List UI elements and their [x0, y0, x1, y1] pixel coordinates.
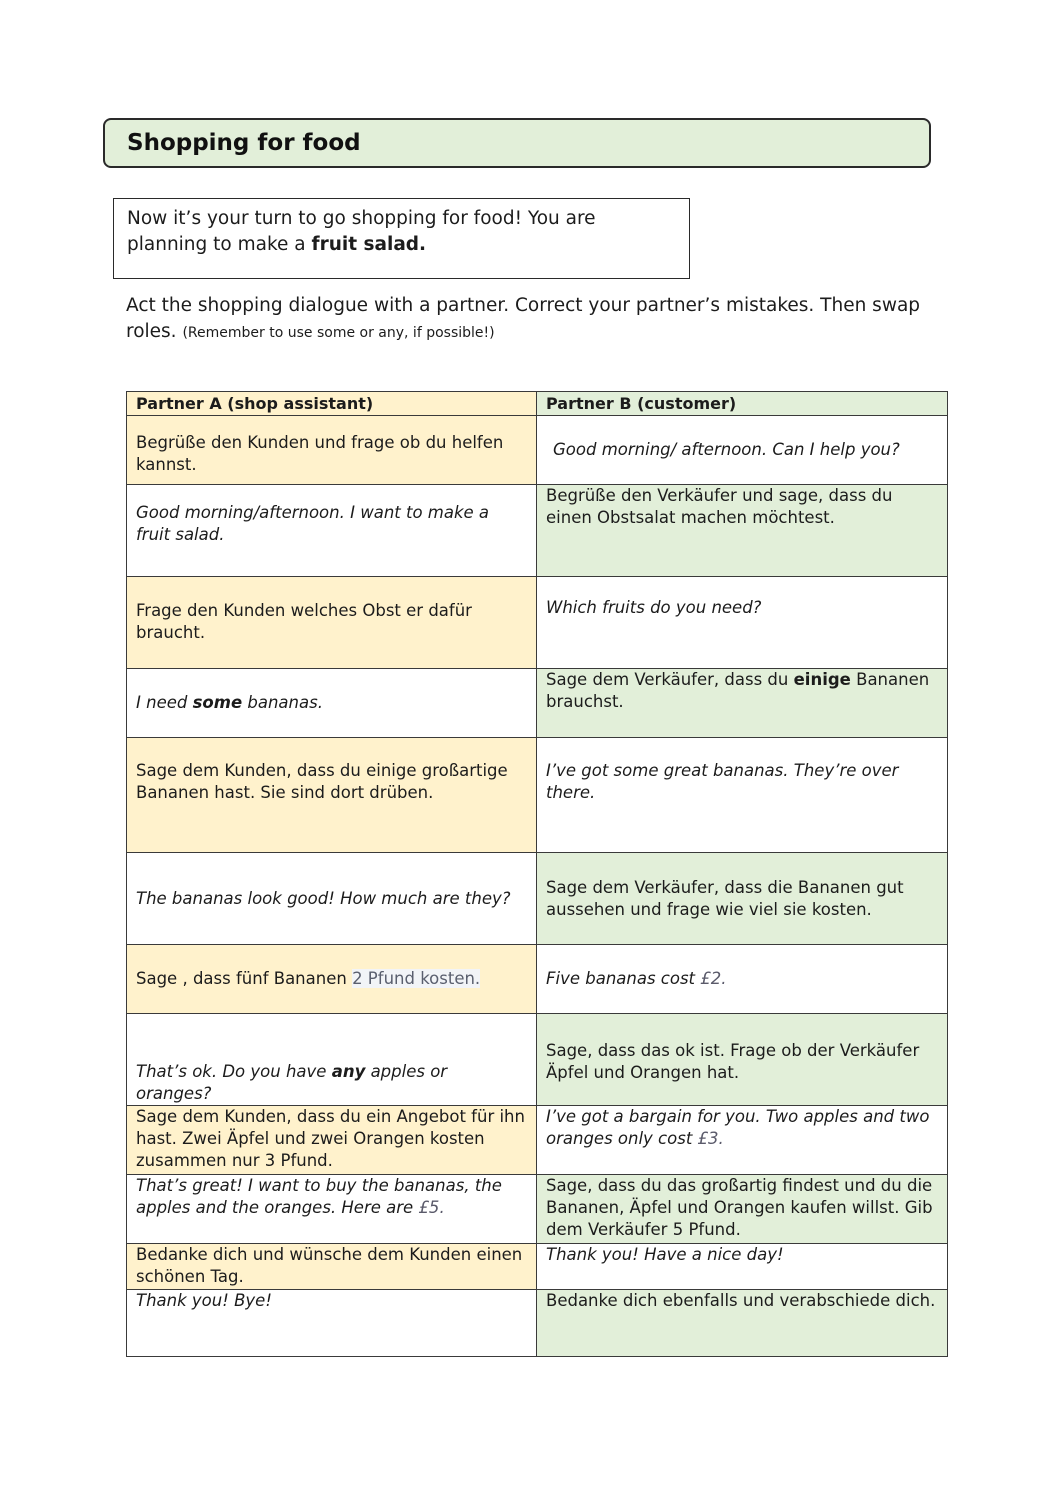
cell-b-text: .: [721, 969, 727, 988]
cell-a-bold: any: [331, 1062, 366, 1081]
instruction: [126, 293, 926, 346]
cell-b: Sage, dass das ok ist. Frage ob der Verkäufer Äpfel und Orangen hat.: [537, 1014, 948, 1106]
table-row: [127, 669, 948, 738]
cell-a-price: £5: [418, 1198, 440, 1217]
cell-b: [537, 1106, 948, 1175]
cell-b: Sage dem Verkäufer, dass die Bananen gut aussehen und frage wie viel sie kosten.: [537, 853, 948, 945]
cell-a: [127, 1175, 537, 1244]
page-title: Shopping for food: [127, 130, 361, 156]
table-row: [127, 738, 948, 853]
cell-a: [127, 669, 537, 738]
cell-b: Bedanke dich ebenfalls und verabschiede dich.: [537, 1290, 948, 1357]
table-row: [127, 1175, 948, 1244]
cell-b: Which fruits do you need?: [537, 577, 948, 669]
cell-a: Bedanke dich und wünsche dem Kunden einen schönen Tag.: [127, 1244, 537, 1290]
cell-b: [537, 669, 948, 738]
intro-bold: fruit salad.: [311, 234, 427, 255]
cell-b-text: Sage dem Verkäufer, dass du: [546, 670, 794, 689]
instruction-main: Act the shopping dialogue with a partner. Correct your partner’s mistakes. Then swap roles.: [126, 295, 921, 342]
cell-a: Good morning/afternoon. I want to make a fruit salad.: [127, 485, 537, 577]
table-row: [127, 416, 948, 485]
cell-b-bold: einige: [793, 670, 851, 689]
cell-a: Begrüße den Kunden und frage ob du helfen kannst.: [127, 416, 537, 485]
cell-a: Frage den Kunden welches Obst er dafür braucht.: [127, 577, 537, 669]
cell-b: Sage, dass du das großartig findest und du die Bananen, Äpfel und Orangen kaufen willst. Gib dem Verkäufer 5 Pfund.: [537, 1175, 948, 1244]
table-row: [127, 1290, 948, 1357]
title-box: [103, 118, 931, 168]
table-header-row: [127, 392, 948, 416]
intro-text: Now it’s your turn to go shopping for food! You are planning to make a: [127, 208, 596, 255]
table-row: [127, 1244, 948, 1290]
cell-a-text: That’s ok. Do you have: [136, 1062, 332, 1081]
cell-a: Sage dem Kunden, dass du einige großartige Bananen hast. Sie sind dort drüben.: [127, 738, 537, 853]
cell-a: [127, 1014, 537, 1106]
header-partner-a: Partner A (shop assistant): [127, 392, 537, 416]
instruction-note: (Remember to use some or any, if possible!): [182, 325, 495, 341]
table-row: [127, 485, 948, 577]
cell-b-text: Five bananas cost: [546, 969, 701, 988]
cell-a-text: bananas.: [242, 693, 323, 712]
table-row: [127, 853, 948, 945]
cell-a-text: apples or oranges?: [136, 1062, 448, 1103]
intro-box: [113, 198, 690, 279]
cell-a-text: That’s great! I want to buy the bananas, the apples and the oranges. Here are: [136, 1176, 502, 1217]
table-row: [127, 1106, 948, 1175]
cell-a: [127, 945, 537, 1014]
cell-b-text: Good morning/ afternoon. Can I help you?: [553, 440, 900, 459]
cell-b: [537, 945, 948, 1014]
table-row: [127, 577, 948, 669]
cell-b-price: £3: [697, 1129, 719, 1148]
dialogue-table: [126, 391, 948, 1357]
cell-a-text: Sage , dass fünf Bananen: [136, 969, 353, 988]
cell-a: Thank you! Bye!: [127, 1290, 537, 1357]
cell-b: Begrüße den Verkäufer und sage, dass du einen Obstsalat machen möchtest.: [537, 485, 948, 577]
cell-b-text: .: [718, 1129, 724, 1148]
cell-b: Thank you! Have a nice day!: [537, 1244, 948, 1290]
cell-a: Sage dem Kunden, dass du ein Angebot für ihn hast. Zwei Äpfel und zwei Orangen kosten zusammen nur 3 Pfund.: [127, 1106, 537, 1175]
cell-b-price: £2: [700, 969, 722, 988]
cell-b: [537, 416, 948, 485]
cell-a-text: I need: [136, 693, 193, 712]
cell-a-text: .: [439, 1198, 445, 1217]
cell-a-highlight: 2 Pfund kosten.: [352, 969, 481, 988]
header-partner-b: Partner B (customer): [537, 392, 948, 416]
cell-b-text: I’ve got a bargain for you. Two apples and two oranges only cost: [546, 1107, 930, 1148]
cell-b-text: Bananen brauchst.: [546, 670, 930, 711]
table-row: [127, 945, 948, 1014]
table-row: [127, 1014, 948, 1106]
cell-a-bold: some: [192, 693, 243, 712]
cell-b: I’ve got some great bananas. They’re over there.: [537, 738, 948, 853]
cell-a: The bananas look good! How much are they?: [127, 853, 537, 945]
